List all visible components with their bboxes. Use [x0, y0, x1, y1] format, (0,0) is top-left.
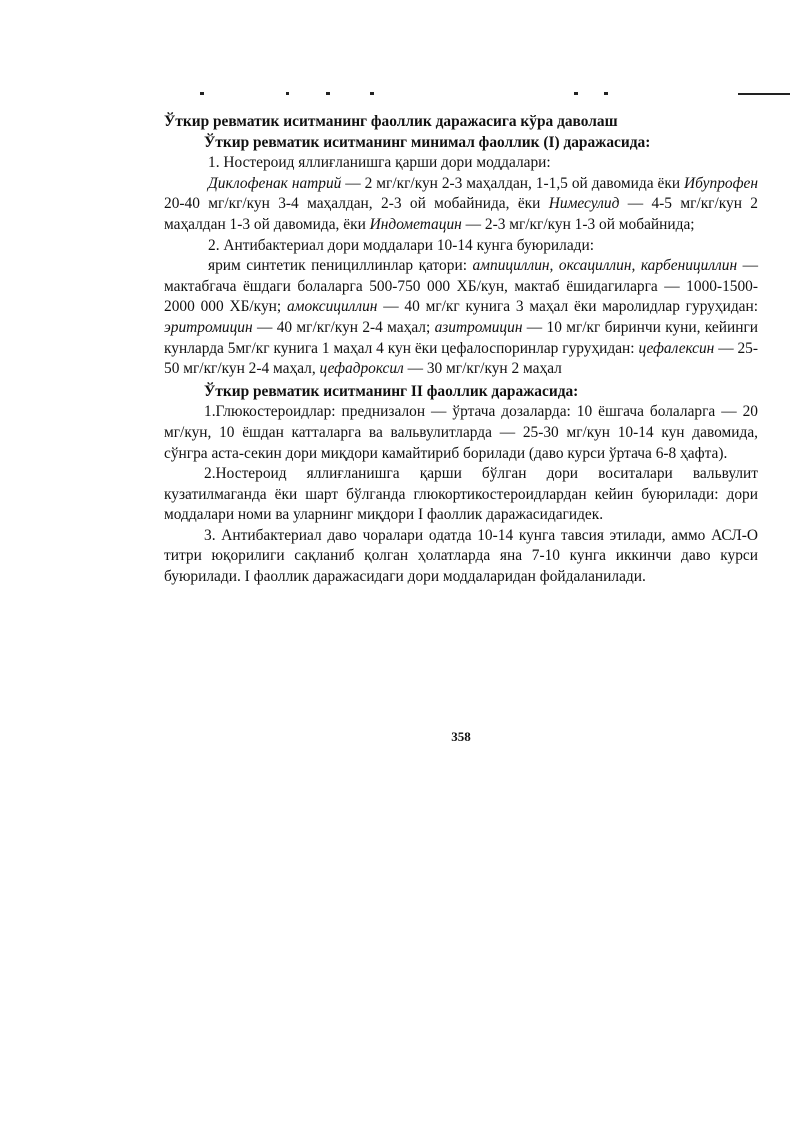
paragraph-glucocorticoids: 1.Глюкостероидлар: преднизалон — ўртача дозаларда: 10 ёшгача болаларга — 20 мг/кун, 10 ёшдан катталарга ва вальвулитларда — 25-30 мг/кун 10-14 кун давомида, сўнгра аста-секин дори миқдори камайтириб борилади (даво курси ўртача 6-8 ҳафта).	[164, 403, 758, 462]
drug-name: эритромицин	[164, 318, 253, 336]
dose-text: — 10 мг/кг биринчи куни, кейинги кунларда 5мг/кг кунига 1 маҳал 4 кун ёки цефалоспоринлар гуруҳидан:	[164, 318, 758, 357]
paragraph-antibacterial-drugs	[164, 256, 758, 380]
dose-text: 20-40 мг/кг/кун 3-4 маҳалдан, 2-3 ой мобайнида, ёки	[164, 195, 549, 213]
scan-dot	[370, 92, 374, 95]
subsection-title-minimal: Ўткир ревматик иситманинг минимал фаоллик (I) даражасида:	[204, 133, 651, 151]
drug-name: азитромицин	[434, 318, 523, 336]
dose-text: — 4-5 мг/кг/кун 2 маҳалдан 1-3 ой давомида, ёки	[164, 195, 759, 233]
paragraph-nsaid-drugs	[164, 174, 758, 236]
scan-dot	[200, 92, 204, 95]
section-title: Ўткир ревматик иситманинг фаоллик даражасига кўра даволаш	[164, 113, 618, 130]
scan-dash	[738, 93, 790, 95]
page-body	[164, 112, 758, 588]
drug-name: ампициллин, оксациллин, карбенициллин	[472, 257, 738, 275]
drug-name: Нимесулид	[548, 195, 620, 213]
drug-name: цефадроксил	[319, 360, 404, 378]
subsection-title-level-ii: Ўткир ревматик иситманинг II фаоллик даражасида:	[204, 382, 579, 400]
paragraph-nsaid-level-ii: 2.Ностероид яллиғланишга қарши бўлган дори воситалари вальвулит кузатилмаганда ёки шарт бўлганда глюкортикостероидлардан кейин буюрилади: дори моддалари номи ва уларнинг миқдори I фаоллик даражасидагидек.	[164, 465, 758, 524]
dose-text: ярим синтетик пенициллинлар қатори:	[208, 257, 473, 275]
scan-dot	[326, 92, 330, 95]
paragraph-nsaid-heading: 1. Ностероид яллиғланишга қарши дори моддалари:	[208, 154, 551, 172]
drug-name: Диклофенак натрий	[208, 174, 342, 192]
dose-text: — 25-50 мг/кг/кун 2-4 маҳал,	[164, 339, 758, 378]
dose-text: — 2-3 мг/кг/кун 1-3 ой мобайнида;	[461, 215, 695, 233]
drug-name: цефалексин	[638, 339, 715, 357]
drug-name: Ибупрофен	[684, 174, 758, 192]
scan-dot	[574, 92, 578, 95]
paragraph-antibacterial-level-ii: 3. Антибактериал даво чоралари одатда 10-14 кунга тавсия этилади, аммо АСЛ-О титри юқорилиги сақланиб қолган ҳолатларда яна 7-10 кунга иккинчи даво курси буюрилади. I фаоллик даражасидаги дори моддаларидан фойдаланилади.	[164, 526, 758, 586]
drug-name: амоксициллин	[286, 298, 378, 316]
scan-artifact-dots	[200, 92, 754, 96]
scan-dot	[604, 92, 608, 95]
paragraph-antibacterial-heading: 2. Антибактериал дори моддалари 10-14 кунга буюрилади:	[208, 236, 594, 254]
drug-name: Индометацин	[369, 215, 462, 233]
dose-text: — 40 мг/кг кунига 3 маҳал ёки маролидлар гуруҳидан:	[377, 298, 758, 316]
page-number: 358	[451, 729, 471, 744]
scan-dot	[286, 92, 289, 95]
dose-text: — 30 мг/кг/кун 2 маҳал	[403, 360, 562, 378]
dose-text: — 2 мг/кг/кун 2-3 маҳалдан, 1-1,5 ой давомида ёки	[341, 174, 685, 192]
dose-text: — 40 мг/кг/кун 2-4 маҳал;	[252, 318, 435, 336]
dose-text: — мактабгача ёшдаги болаларга 500-750 000 ХБ/кун, мактаб ёшидагиларга — 1000-1500-2000 000 ХБ/кун;	[164, 257, 758, 316]
